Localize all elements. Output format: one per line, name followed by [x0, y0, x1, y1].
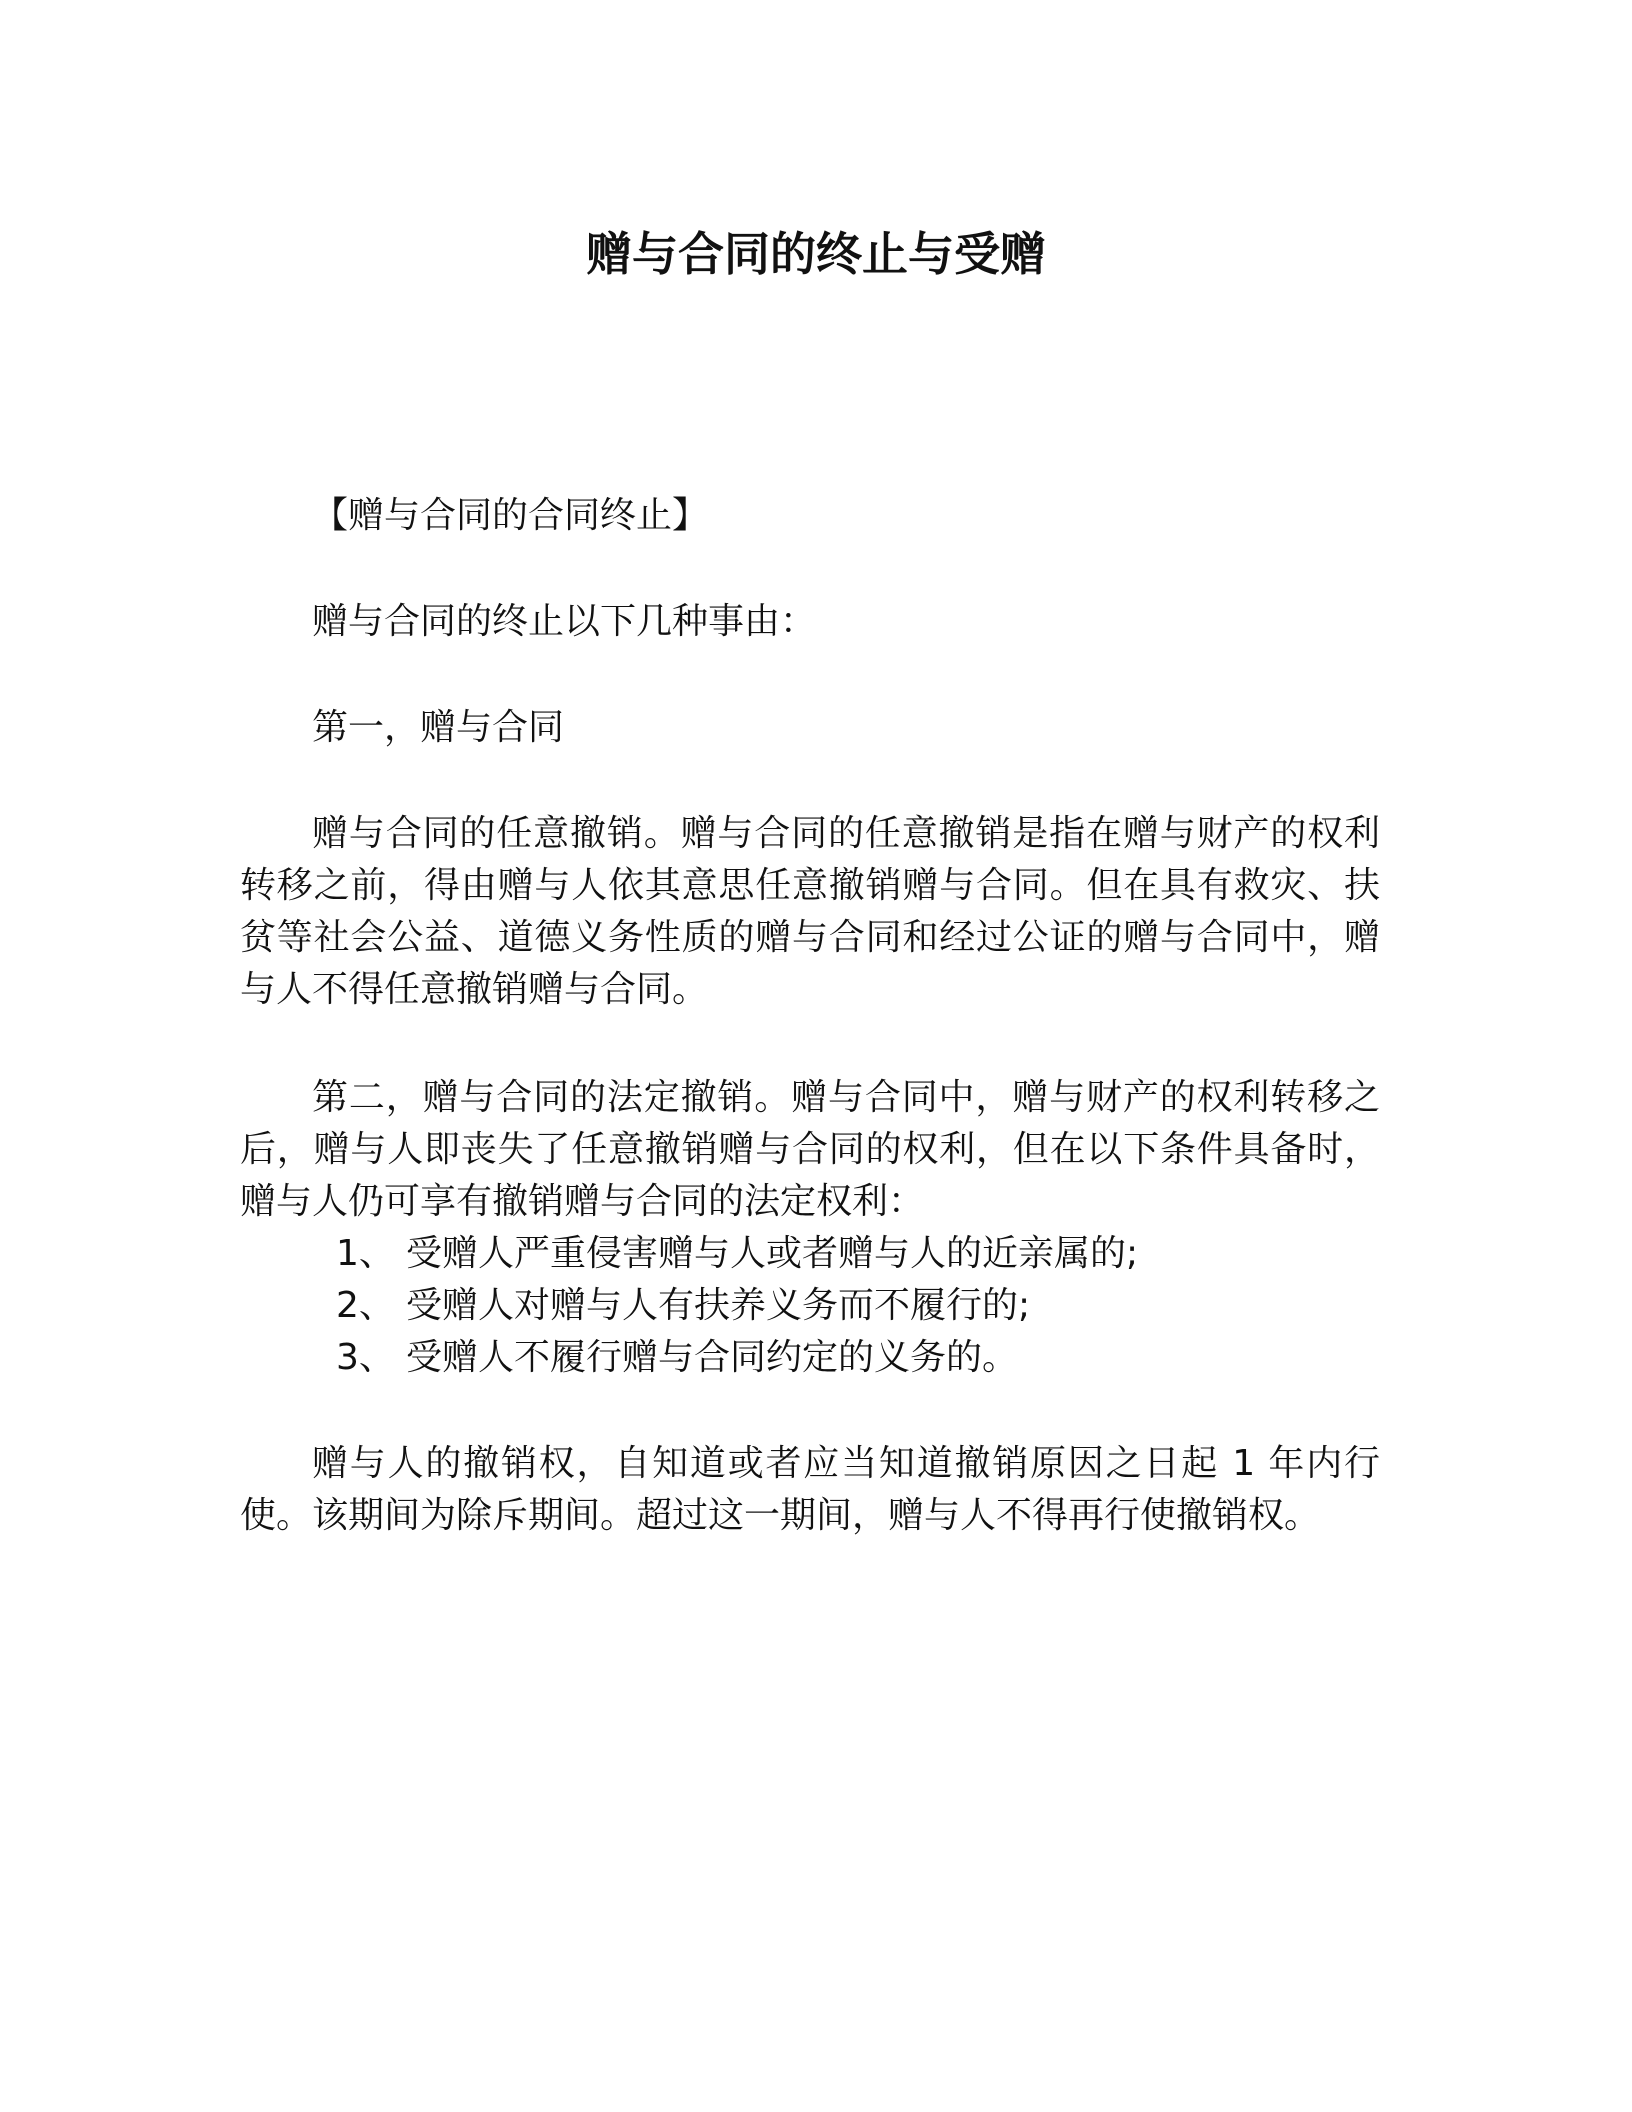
first-heading: 第一，赠与合同 [312, 707, 565, 748]
condition-number: 2、 [336, 1285, 395, 1326]
section-heading: 【赠与合同的合同终止】 [312, 495, 709, 536]
condition-number: 3、 [336, 1337, 395, 1378]
paragraph-arbitrary-revocation: 赠与合同的任意撤销。赠与合同的任意撤销是指在赠与财产的权利转移之前，得由赠与人依其意思任意撤销赠与合同。但在具有救灾、扶贫等社会公益、道德义务性质的赠与合同和经过公证的赠与合同中，赠与人不得任意撤销赠与合同。 [240, 813, 1380, 1010]
paragraph-revocation-period: 赠与人的撤销权，自知道或者应当知道撤销原因之日起 1 年内行使。该期间为除斥期间。超过这一期间，赠与人不得再行使撤销权。 [240, 1443, 1380, 1536]
paragraph-statutory-revocation: 第二，赠与合同的法定撤销。赠与合同中，赠与财产的权利转移之后，赠与人即丧失了任意撤销赠与合同的权利，但在以下条件具备时，赠与人仍可享有撤销赠与合同的法定权利： [240, 1077, 1380, 1222]
intro-paragraph: 赠与合同的终止以下几种事由： [312, 601, 817, 642]
condition-text: 受赠人对赠与人有扶养义务而不履行的; [406, 1285, 1031, 1326]
condition-text: 受赠人严重侵害赠与人或者赠与人的近亲属的; [406, 1233, 1139, 1274]
condition-text: 受赠人不履行赠与合同约定的义务的。 [406, 1337, 1019, 1378]
condition-item-3 [240, 1332, 1380, 1384]
condition-number: 1、 [336, 1233, 395, 1274]
document-body [240, 490, 1380, 1542]
condition-item-2 [240, 1280, 1380, 1332]
condition-item-1 [240, 1228, 1380, 1280]
document-title: 赠与合同的终止与受赠 [586, 227, 1046, 281]
